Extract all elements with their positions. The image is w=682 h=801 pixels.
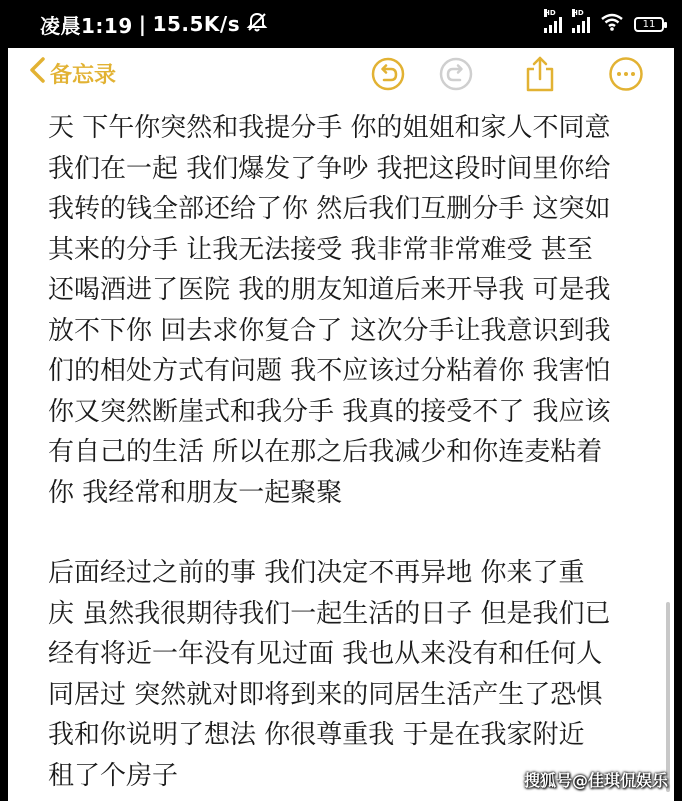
note-line: 同居过 突然就对即将到来的同居生活产生了恐惧 — [48, 679, 603, 710]
back-button[interactable] — [28, 56, 116, 90]
note-paragraph-2 — [48, 553, 648, 796]
more-icon[interactable] — [608, 56, 644, 92]
paragraph-spacer — [48, 513, 648, 553]
note-line: 我转的钱全部还给了你 然后我们互删分手 这突如 — [48, 194, 611, 224]
screen-frame-left — [0, 48, 8, 801]
note-line: 们的相处方式有问题 我不应该过分粘着你 我害怕 — [48, 356, 611, 386]
watermark: 搜狐号@佳琪侃娱乐 — [523, 771, 668, 790]
note-line: 其来的分手 让我无法接受 我非常非常难受 甚至 — [48, 234, 593, 265]
screen-frame-right — [674, 48, 682, 801]
bell-off-icon — [246, 11, 268, 38]
back-label: 备忘录 — [50, 62, 117, 88]
scrollbar[interactable] — [666, 602, 670, 792]
hd-signal-icon: HD — [544, 15, 562, 33]
chevron-left-icon — [28, 56, 46, 90]
note-line: 还喝酒进了医院 我的朋友知道后来开导我 可是我 — [48, 275, 611, 305]
note-line: 有自己的生活 所以在那之后我减少和你连麦粘着 — [48, 437, 603, 467]
network-speed: 15.5K/s — [152, 12, 241, 36]
status-right — [544, 9, 664, 35]
undo-icon[interactable] — [370, 56, 406, 92]
note-line: 你又突然断崖式和我分手 我真的接受不了 我应该 — [48, 396, 611, 427]
note-line: 经有将近一年没有见过面 我也从来没有和任何人 — [48, 639, 603, 669]
battery-icon — [634, 17, 664, 32]
note-line: 后面经过之前的事 我们决定不再异地 你来了重 — [48, 558, 585, 588]
note-line: 我和你说明了想法 你很尊重我 于是在我家附近 — [48, 720, 585, 750]
note-paragraph-1 — [48, 108, 648, 513]
note-line: 你 我经常和朋友一起聚聚 — [48, 477, 343, 508]
hd-signal-icon: HD — [572, 15, 590, 33]
note-body[interactable] — [48, 108, 648, 796]
status-separator: | — [138, 12, 147, 36]
status-bar — [0, 0, 682, 48]
status-time: 凌晨1:19 — [40, 13, 133, 38]
status-left — [40, 10, 268, 39]
note-line: 天 下午你突然和我提分手 你的姐姐和家人不同意 — [48, 113, 611, 143]
nav-bar — [8, 48, 674, 100]
note-line: 我们在一起 我们爆发了争吵 我把这段时间里你给 — [48, 153, 611, 184]
wifi-icon — [600, 13, 624, 35]
note-line: 庆 虽然我很期待我们一起生活的日子 但是我们已 — [48, 598, 611, 629]
redo-icon[interactable] — [438, 56, 474, 92]
battery-level: 11 — [642, 18, 656, 30]
share-icon[interactable] — [522, 56, 558, 92]
note-line: 租了个房子 — [48, 760, 179, 791]
note-line: 放不下你 回去求你复合了 这次分手让我意识到我 — [48, 315, 611, 346]
